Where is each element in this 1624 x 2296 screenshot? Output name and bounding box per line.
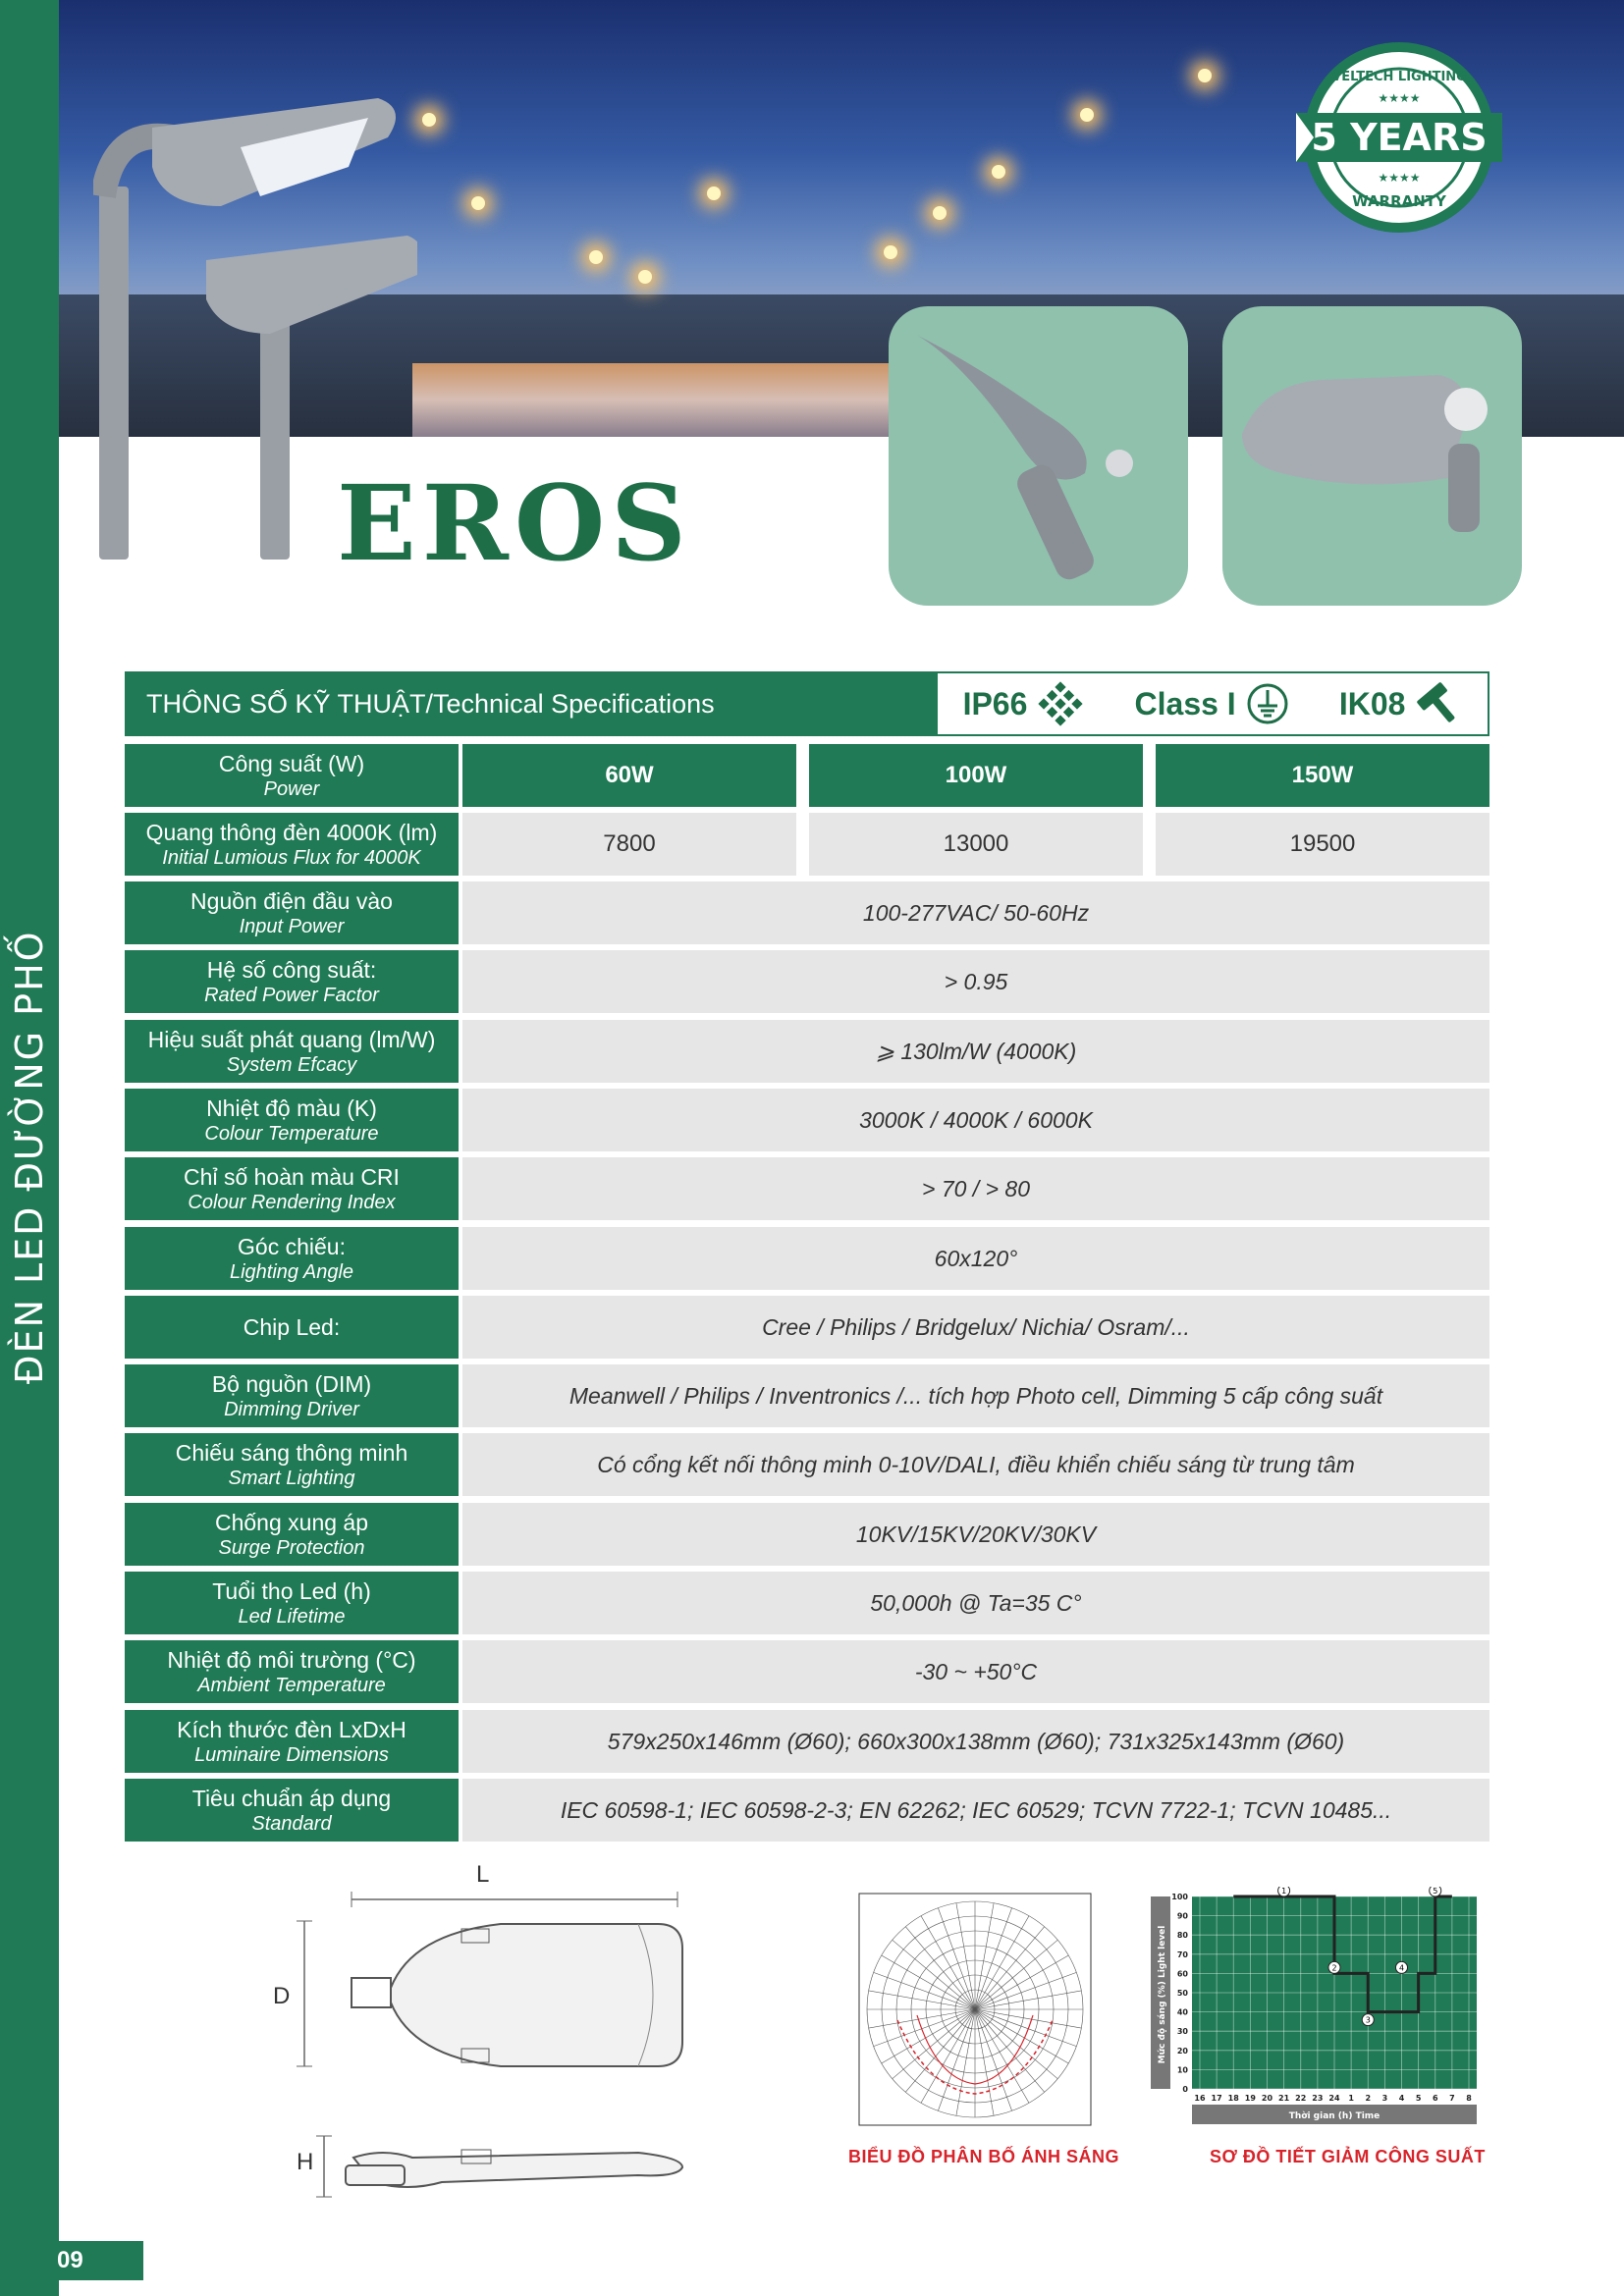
spec-row <box>125 1296 1489 1359</box>
y-tick-label: 20 <box>1176 2046 1188 2056</box>
label-vi: Quang thông đèn 4000K (lm) <box>145 819 438 845</box>
label-en: Power <box>263 777 320 800</box>
y-tick-label: 0 <box>1182 2085 1188 2094</box>
x-tick-label: 3 <box>1381 2094 1388 2103</box>
label-en: Colour Temperature <box>204 1122 379 1145</box>
spec-row <box>125 1227 1489 1290</box>
label-vi: Chống xung áp <box>214 1509 368 1535</box>
dim-label-h: H <box>297 2149 314 2175</box>
spec-row-power <box>125 744 1489 807</box>
spec-row <box>125 1020 1489 1083</box>
x-tick-label: 18 <box>1227 2094 1239 2103</box>
x-tick-label: 1 <box>1348 2094 1354 2103</box>
label-vi: Nhiệt độ môi trường (°C) <box>167 1646 416 1673</box>
warranty-badge-icon <box>1296 39 1502 236</box>
x-tick-label: 19 <box>1244 2094 1256 2103</box>
ground-icon <box>1246 682 1289 725</box>
street-light <box>471 196 485 210</box>
step-marker-label: 4 <box>1398 1963 1405 1973</box>
label-en: Input Power <box>239 915 345 937</box>
spec-label <box>125 1640 459 1703</box>
spec-value: IEC 60598-1; IEC 60598-2-3; EN 62262; IEC 60529; TCVN 7722-1; TCVN 10485... <box>462 1779 1489 1842</box>
spec-value: 60x120° <box>462 1227 1489 1290</box>
label-en: Rated Power Factor <box>204 984 379 1006</box>
spec-label <box>125 1296 459 1359</box>
dimming-caption: SƠ ĐỒ TIẾT GIẢM CÔNG SUẤT <box>1210 2147 1486 2166</box>
flux-100w: 13000 <box>809 813 1143 876</box>
label-en: Standard <box>251 1812 332 1835</box>
ip-rating <box>963 680 1085 727</box>
rating-icons <box>938 673 1488 734</box>
spec-row-flux <box>125 813 1489 876</box>
label-vi: Nguồn điện đầu vào <box>190 887 393 914</box>
badge-bottom: WARRANTY <box>1352 192 1446 210</box>
class-rating <box>1135 682 1289 725</box>
x-axis-label: Thời gian (h) Time <box>1288 2111 1380 2121</box>
spec-row <box>125 1433 1489 1496</box>
street-light <box>1080 108 1094 122</box>
spec-label <box>125 744 459 807</box>
x-tick-label: 23 <box>1312 2094 1324 2103</box>
spec-label <box>125 1503 459 1566</box>
x-tick-label: 20 <box>1261 2094 1273 2103</box>
power-150w: 150W <box>1156 744 1489 807</box>
spec-row <box>125 1779 1489 1842</box>
badge-main: 5 YEARS <box>1311 116 1488 159</box>
label-en: Ambient Temperature <box>197 1674 386 1696</box>
x-tick-label: 4 <box>1398 2094 1405 2103</box>
spec-label <box>125 1089 459 1151</box>
spec-value: > 0.95 <box>462 950 1489 1013</box>
dim-label-d: D <box>273 1983 291 2009</box>
spec-value: Có cổng kết nối thông minh 0-10V/DALI, điều khiển chiếu sáng từ trung tâm <box>462 1433 1489 1496</box>
spec-title: THÔNG SỐ KỸ THUẬT/Technical Specifications <box>127 673 938 734</box>
street-light <box>589 250 603 264</box>
x-tick-label: 24 <box>1328 2094 1340 2103</box>
y-tick-label: 40 <box>1176 2007 1188 2017</box>
spec-value: -30 ~ +50°C <box>462 1640 1489 1703</box>
label-vi: Tiêu chuẩn áp dụng <box>191 1785 392 1811</box>
dust-water-icon <box>1037 680 1084 727</box>
label-vi: Góc chiếu: <box>238 1233 346 1259</box>
badge-stars-bottom: ★★★★ <box>1378 171 1421 185</box>
spec-value: 100-277VAC/ 50-60Hz <box>462 881 1489 944</box>
label-en: System Efcacy <box>226 1053 357 1076</box>
spec-row <box>125 881 1489 944</box>
label-vi: Công suất (W) <box>218 750 365 776</box>
label-en: Smart Lighting <box>228 1467 355 1489</box>
street-light <box>933 206 947 220</box>
spec-label <box>125 1779 459 1842</box>
power-100w: 100W <box>809 744 1143 807</box>
ik-rating-label: IK08 <box>1338 685 1406 721</box>
x-tick-label: 17 <box>1211 2094 1222 2103</box>
x-tick-label: 5 <box>1415 2094 1422 2103</box>
label-vi: Chiếu sáng thông minh <box>175 1439 408 1466</box>
hammer-icon <box>1415 680 1462 727</box>
spec-value: Cree / Philips / Bridgelux/ Nichia/ Osram/... <box>462 1296 1489 1359</box>
spec-value: 50,000h @ Ta=35 C° <box>462 1572 1489 1634</box>
label-vi: Hệ số công suất: <box>206 956 377 983</box>
spec-row <box>125 1364 1489 1427</box>
label-en: Initial Lumious Flux for 4000K <box>162 846 421 869</box>
badge-top: VELTECH LIGHTING <box>1331 70 1467 84</box>
y-tick-label: 60 <box>1176 1969 1188 1979</box>
ip-rating-label: IP66 <box>962 685 1028 721</box>
label-en: Lighting Angle <box>229 1260 354 1283</box>
x-tick-label: 21 <box>1278 2094 1290 2103</box>
y-tick-label: 90 <box>1176 1911 1188 1921</box>
label-en: Dimming Driver <box>224 1398 359 1420</box>
y-tick-label: 70 <box>1176 1949 1188 1959</box>
spec-header <box>125 671 1489 736</box>
y-tick-label: 10 <box>1176 2065 1188 2075</box>
dim-label-l: L <box>476 1861 490 1888</box>
label-en: Led Lifetime <box>238 1605 346 1628</box>
spec-row <box>125 1503 1489 1566</box>
y-axis-label: Mức độ sáng (%) Light level <box>1158 1925 1167 2064</box>
label-en: Luminaire Dimensions <box>194 1743 389 1766</box>
x-tick-label: 16 <box>1194 2094 1206 2103</box>
spec-value: 10KV/15KV/20KV/30KV <box>462 1503 1489 1566</box>
spec-label <box>125 1433 459 1496</box>
spec-row <box>125 1089 1489 1151</box>
y-tick-label: 50 <box>1176 1989 1188 1998</box>
spec-value: > 70 / > 80 <box>462 1157 1489 1220</box>
x-tick-label: 22 <box>1295 2094 1307 2103</box>
class-rating-label: Class I <box>1134 685 1236 721</box>
lamp-side-view-image <box>889 306 1188 606</box>
label-vi: Kích thước đèn LxDxH <box>177 1716 406 1742</box>
spec-label <box>125 950 459 1013</box>
label-vi: Hiệu suất phát quang (lm/W) <box>147 1026 436 1052</box>
x-tick-label: 6 <box>1432 2094 1438 2103</box>
step-marker-label: 3 <box>1365 2015 1371 2025</box>
side-title: ĐÈN LED ĐƯỜNG PHỐ <box>8 930 51 1384</box>
street-light <box>707 187 721 200</box>
spec-value: ⩾ 130lm/W (4000K) <box>462 1020 1489 1083</box>
label-vi: Chỉ số hoàn màu CRI <box>184 1163 400 1190</box>
label-vi: Bộ nguồn (DIM) <box>211 1370 372 1397</box>
street-light <box>1198 69 1212 82</box>
street-light <box>884 245 897 259</box>
product-title: EROS <box>337 461 692 584</box>
ik-rating <box>1339 680 1463 727</box>
y-tick-label: 80 <box>1176 1931 1188 1941</box>
step-marker-label: 2 <box>1331 1963 1337 1973</box>
y-tick-label: 30 <box>1176 2027 1188 2037</box>
page-number: 09 <box>0 2241 143 2280</box>
x-tick-label: 2 <box>1365 2094 1372 2103</box>
flux-150w: 19500 <box>1156 813 1489 876</box>
step-marker-label: 5 <box>1433 1887 1438 1896</box>
dimension-drawing-side <box>295 2128 697 2207</box>
spec-row <box>125 1640 1489 1703</box>
dimming-schedule-chart <box>1147 1887 1481 2127</box>
label-vi: Tuổi thọ Led (h) <box>212 1577 371 1604</box>
spec-value: 579x250x146mm (Ø60); 660x300x138mm (Ø60); 731x325x143mm (Ø60) <box>462 1710 1489 1773</box>
street-light <box>638 270 652 284</box>
flux-60w: 7800 <box>462 813 796 876</box>
spec-label <box>125 813 459 876</box>
spec-row <box>125 1572 1489 1634</box>
power-60w: 60W <box>462 744 796 807</box>
spec-label <box>125 1364 459 1427</box>
street-light <box>992 165 1005 179</box>
spec-label <box>125 881 459 944</box>
spec-row <box>125 1710 1489 1773</box>
street-light <box>422 113 436 127</box>
spec-label <box>125 1020 459 1083</box>
label-vi: Chip Led: <box>243 1313 341 1340</box>
spec-row <box>125 1157 1489 1220</box>
y-tick-label: 100 <box>1171 1893 1188 1901</box>
label-en: Colour Rendering Index <box>188 1191 396 1213</box>
x-tick-label: 7 <box>1449 2094 1455 2103</box>
step-marker-label: 1 <box>1281 1887 1287 1896</box>
spec-label <box>125 1572 459 1634</box>
polar-light-distribution-diagram <box>858 1893 1092 2126</box>
polar-caption: BIỂU ĐỒ PHÂN BỐ ÁNH SÁNG <box>848 2147 1120 2166</box>
spec-row <box>125 950 1489 1013</box>
spec-value: Meanwell / Philips / Inventronics /... tích hợp Photo cell, Dimming 5 cấp công suất <box>462 1364 1489 1427</box>
label-en: Surge Protection <box>218 1536 365 1559</box>
spec-label <box>125 1157 459 1220</box>
spec-label <box>125 1710 459 1773</box>
spec-value: 3000K / 4000K / 6000K <box>462 1089 1489 1151</box>
label-vi: Nhiệt độ màu (K) <box>206 1095 377 1121</box>
x-tick-label: 8 <box>1466 2094 1472 2103</box>
badge-stars-top: ★★★★ <box>1378 91 1421 105</box>
spec-label <box>125 1227 459 1290</box>
lamp-top-view-image <box>1222 306 1522 606</box>
